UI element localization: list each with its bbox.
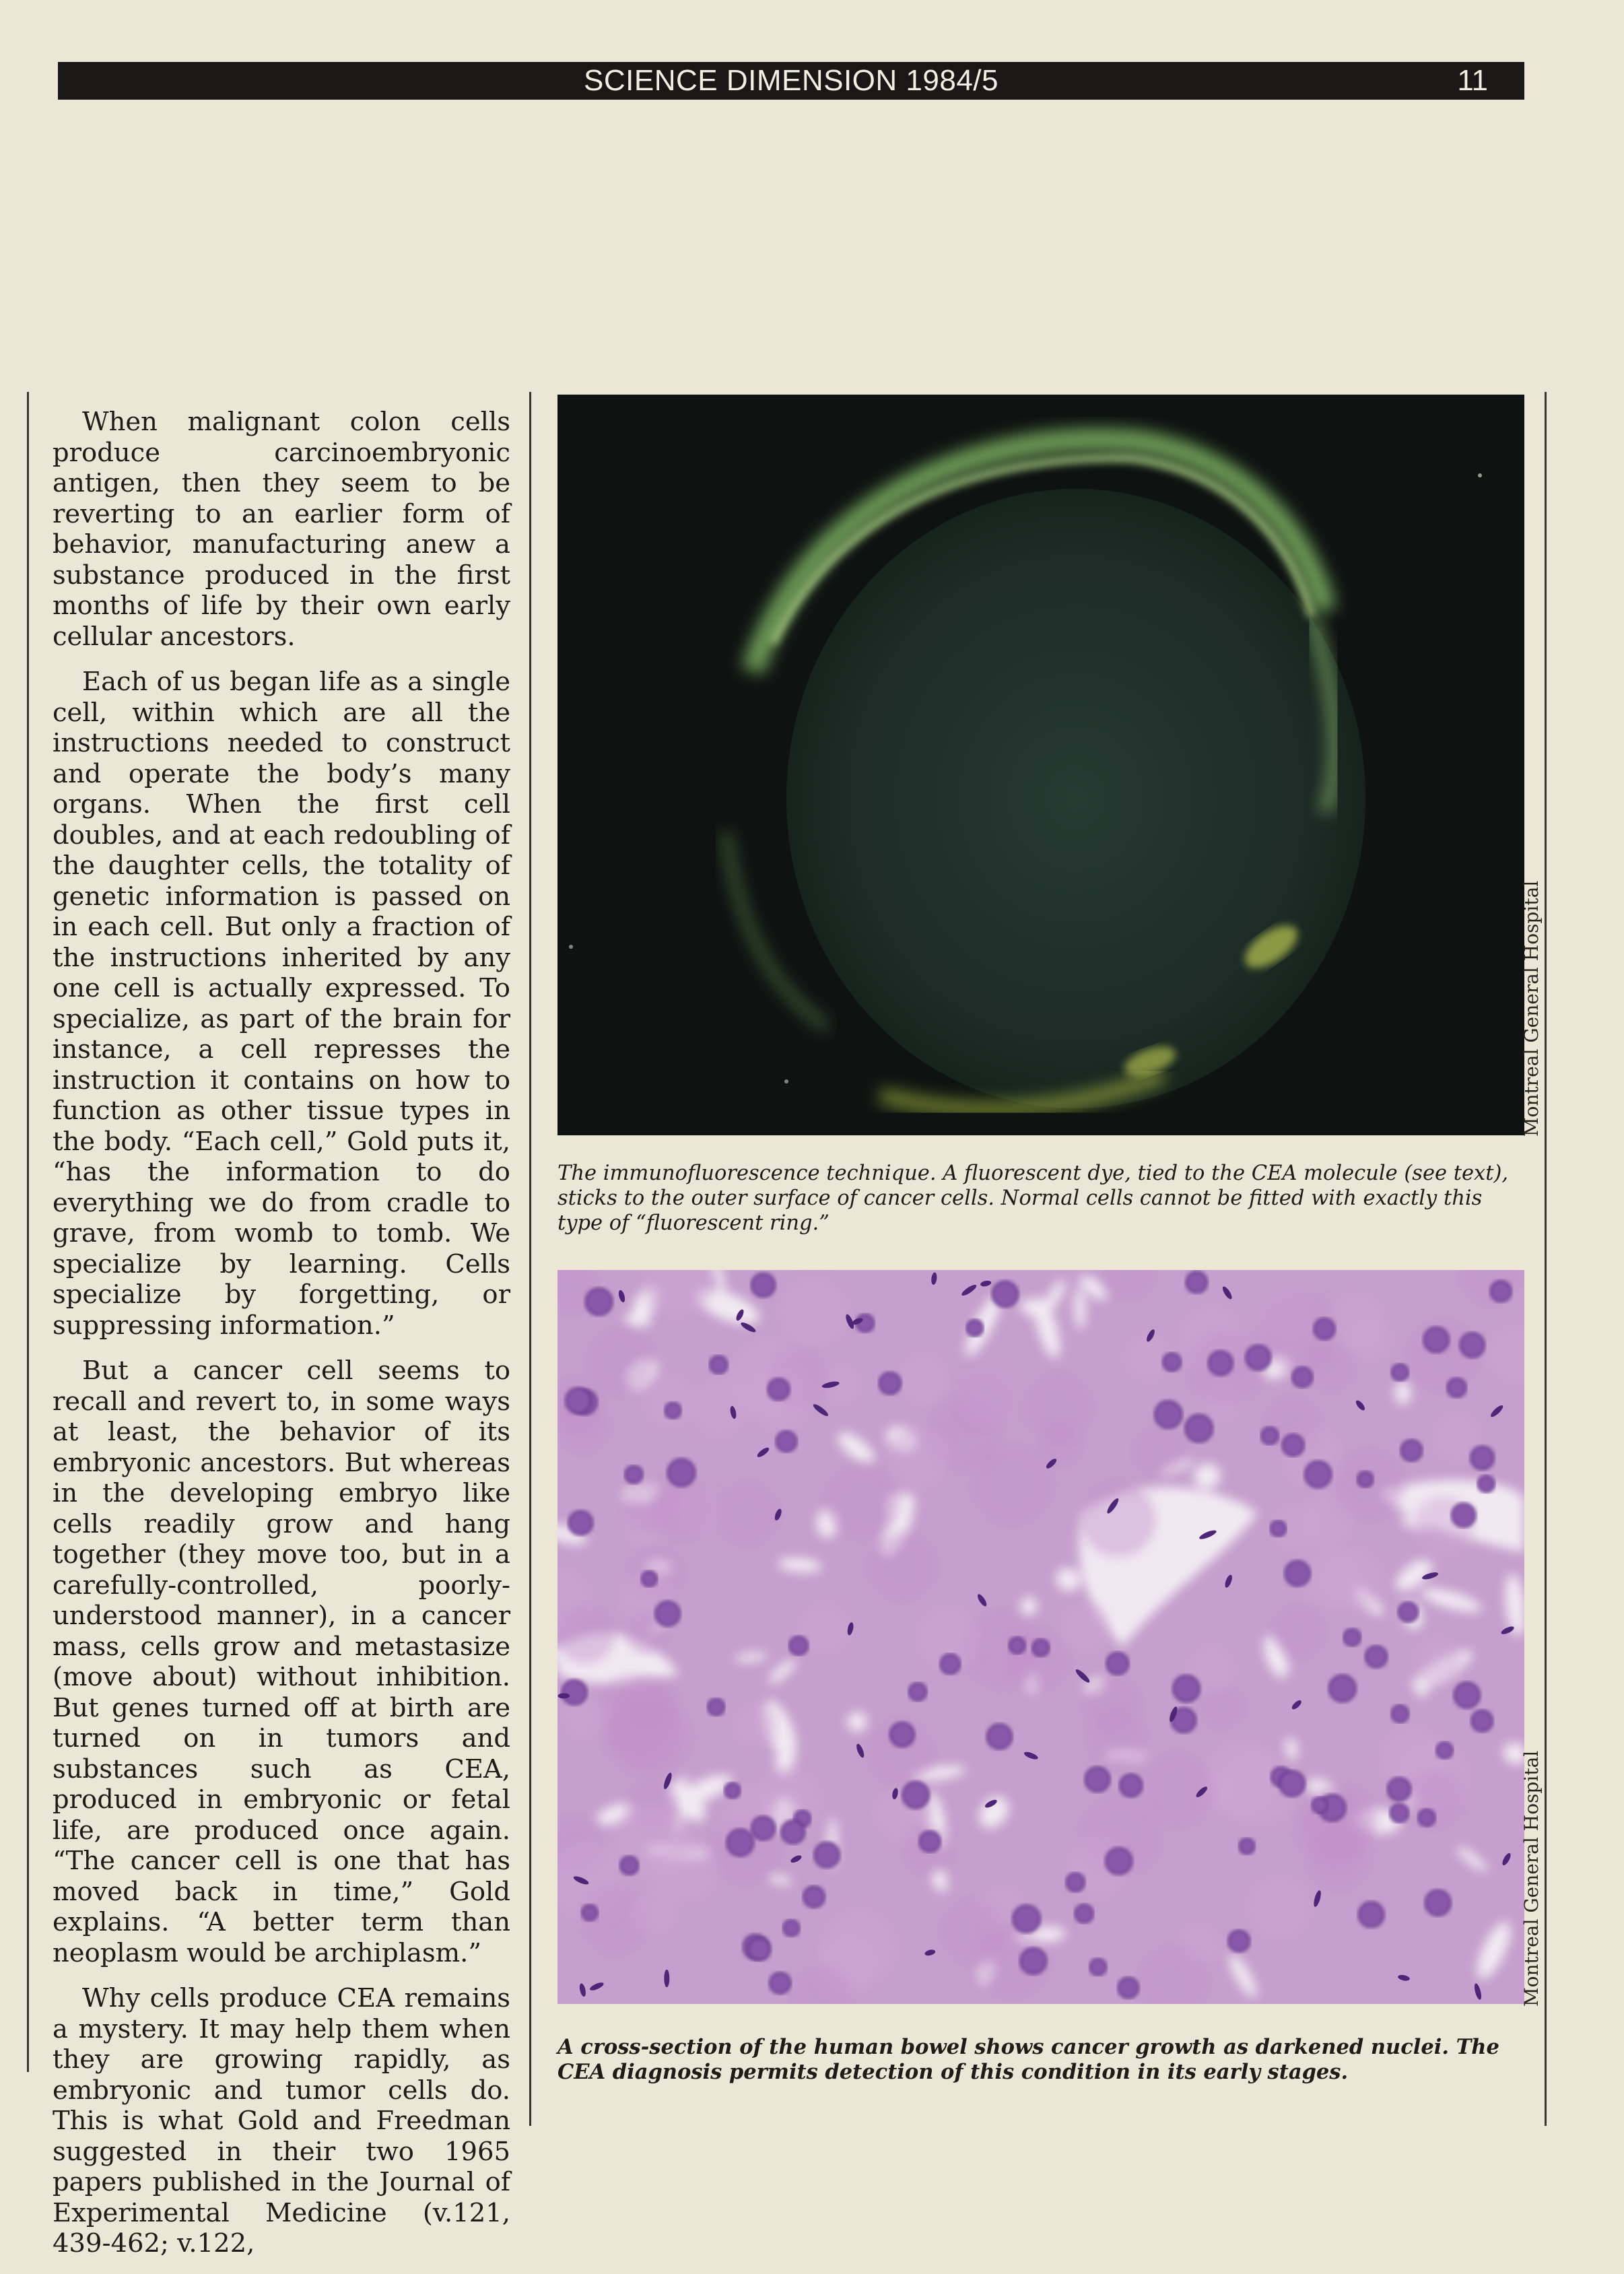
cell-nucleus: [708, 1699, 724, 1715]
cell-nucleus: [1120, 1774, 1142, 1797]
cell-nucleus: [1280, 1771, 1305, 1796]
cell-nucleus: [668, 1459, 695, 1486]
cell-nucleus: [1365, 1646, 1386, 1667]
cell-nucleus: [784, 1920, 799, 1936]
cell-nucleus: [625, 1466, 642, 1483]
cell-nucleus: [752, 1273, 775, 1296]
cell-nucleus: [1209, 1351, 1232, 1375]
article-paragraph: Each of us began life as a single cell, within which are all the instructions needed to construct and operate the body’s many organs. When the first cell doubles, and at each redoubling of the daughter cells, the totality of genetic information is passed on in each cell. But only a fraction of the instructions inherited by any one cell is actually expressed. To specialize, as part of the brain for instance, a cell represses the instruction it contains on how to function as other tissue types in the body. “Each cell,” Gold puts it, “has the information to do everything we do from cradle to grave, from womb to tomb. We specialize by learning. Cells specialize by forgetting, or suppressing information.”: [53, 667, 510, 1341]
cell-nucleus: [1033, 1640, 1049, 1656]
article-paragraph: But a cancer cell seems to recall and revert to, in some ways at least, the behavior of its embryonic ancestors. But whereas in the developing embryo like cells readily grow and hang together (they move too, but in a carefully-controlled, poorly-understood manner), in a cancer mass, cells grow and metastasize (move about) without inhibition. But genes turned off at birth are turned on in tumors and substances such as CEA, produced in embryonic or fetal life, are produced once again. “The cancer cell is one that has moved back in time,” Gold explains. “A better term than neoplasm would be archiplasm.”: [53, 1356, 510, 1968]
figure-caption: The immunofluorescence technique. A fluorescent dye, tied to the CEA molecule (see text), sticks to the outer surface of cancer cells. Normal cells cannot be fitted with exactly this type of “fluorescent ring.”: [557, 1162, 1509, 1235]
cell-nucleus: [1240, 1839, 1254, 1854]
cell-nucleus: [1344, 1629, 1360, 1645]
cell-nucleus: [1186, 1415, 1213, 1442]
cell-nucleus: [903, 1782, 928, 1807]
running-header: [58, 62, 1524, 100]
photo-credit: Montreal General Hospital: [1520, 1750, 1543, 2007]
cell-nucleus: [1314, 1318, 1334, 1339]
cell-nucleus: [1246, 1345, 1271, 1370]
cell-nucleus: [1155, 1401, 1182, 1428]
cell-nucleus: [1358, 1472, 1373, 1487]
cell-nucleus: [1163, 1353, 1181, 1371]
cell-nucleus: [1021, 1948, 1046, 1974]
cell-nucleus: [1329, 1675, 1355, 1702]
cell-nucleus: [770, 1973, 790, 1993]
cell-nucleus: [1448, 1378, 1466, 1397]
article-paragraph: Why cells produce CEA remains a mystery. It may help them when they are growing rapidly, as embryonic and tumor cells do. This is what Gold and Freedman suggested in their two 1965 papers published in the Journal of Experimental Medicine (v.121, 439-462; v.122,: [53, 1983, 510, 2259]
cell-nucleus: [782, 1821, 805, 1844]
cell-nucleus: [1090, 1959, 1106, 1975]
cell-nucleus: [804, 1887, 825, 1908]
cell-nucleus: [586, 1289, 612, 1315]
cell-nucleus: [642, 1572, 656, 1586]
cell-nucleus: [815, 1842, 840, 1867]
dark-nucleus: [664, 1970, 669, 1987]
cell-nucleus: [748, 1938, 770, 1960]
cell-nucleus: [562, 1680, 586, 1704]
cell-nucleus: [890, 1723, 914, 1746]
cell-nucleus: [987, 1725, 1011, 1749]
cell-nucleus: [1283, 1435, 1304, 1456]
cell-nucleus: [941, 1654, 960, 1674]
cell-nucleus: [1174, 1675, 1200, 1702]
cell-nucleus: [776, 1432, 797, 1452]
cell-nucleus: [1401, 1440, 1422, 1461]
left-column-rule: [27, 392, 29, 2072]
cell-nucleus: [790, 1637, 808, 1655]
fluorescent-cell-image: [557, 395, 1524, 1135]
cell-nucleus: [1452, 1504, 1476, 1527]
cell-body: [786, 489, 1365, 1108]
cell-nucleus: [1471, 1446, 1494, 1469]
cell-nucleus: [909, 1683, 926, 1700]
cell-nucleus: [1392, 1706, 1409, 1723]
cell-nucleus: [1118, 1978, 1139, 1998]
cell-nucleus: [656, 1602, 680, 1626]
cell-nucleus: [1437, 1743, 1452, 1758]
immunofluorescence-photo: [557, 395, 1524, 1135]
figure-caption: A cross-section of the human bowel shows cancer growth as darkened nuclei. The CEA diagnosis permits detection of this condition in its early stages.: [557, 2035, 1499, 2084]
cell-nucleus: [725, 1783, 740, 1798]
article-paragraph: When malignant colon cells produce carcinoembryonic antigen, then they seem to be reverting to an earlier form of behavior, manufacturing anew a substance produced in the first months of life by their own early cellular ancestors.: [53, 407, 510, 652]
cell-nucleus: [665, 1403, 681, 1418]
cell-nucleus: [1424, 1328, 1448, 1352]
page-number: 11: [1457, 64, 1488, 97]
cell-nucleus: [620, 1857, 638, 1874]
cell-nucleus: [1067, 1873, 1085, 1892]
cell-nucleus: [1312, 1797, 1328, 1813]
cell-nucleus: [566, 1389, 591, 1413]
article-column: [53, 407, 510, 2274]
cell-nucleus: [1388, 1778, 1410, 1800]
cell-nucleus: [727, 1830, 753, 1856]
cell-nucleus: [752, 1817, 775, 1840]
bowel-cross-section-image: [557, 1270, 1524, 2004]
cell-nucleus: [1186, 1272, 1207, 1293]
histology-photo: [557, 1270, 1524, 2004]
cell-nucleus: [768, 1379, 789, 1400]
cell-nucleus: [1075, 1905, 1093, 1922]
cell-nucleus: [1009, 1638, 1025, 1653]
cell-nucleus: [879, 1373, 900, 1394]
cell-nucleus: [1305, 1461, 1330, 1487]
column-divider-rule: [529, 392, 531, 2126]
cell-nucleus: [1454, 1683, 1479, 1708]
cell-nucleus: [1460, 1333, 1484, 1357]
cell-nucleus: [1425, 1890, 1450, 1915]
publication-title: SCIENCE DIMENSION 1984/5: [584, 64, 999, 97]
cell-nucleus: [1107, 1653, 1128, 1675]
cell-nucleus: [1262, 1428, 1279, 1444]
cell-nucleus: [1390, 1804, 1409, 1822]
cell-nucleus: [1478, 1476, 1494, 1492]
cell-nucleus: [569, 1511, 593, 1535]
cell-nucleus: [992, 1281, 1017, 1306]
cell-nucleus: [1229, 1931, 1250, 1951]
cell-nucleus: [1085, 1768, 1110, 1792]
cell-nucleus: [710, 1356, 727, 1373]
cell-nucleus: [967, 1320, 983, 1336]
cell-nucleus: [1491, 1281, 1511, 1302]
right-column-rule: [1545, 392, 1547, 2126]
cell-nucleus: [1013, 1906, 1040, 1933]
cell-nucleus: [1472, 1710, 1493, 1731]
cell-nucleus: [1419, 1809, 1435, 1826]
cell-nucleus: [920, 1832, 940, 1852]
cell-nucleus: [1359, 1902, 1384, 1927]
cell-nucleus: [1293, 1368, 1312, 1387]
cell-nucleus: [1392, 1364, 1408, 1380]
cell-nucleus: [1106, 1848, 1132, 1874]
photo-credit: Montreal General Hospital: [1520, 880, 1543, 1137]
cell-nucleus: [1271, 1521, 1285, 1536]
cell-nucleus: [1285, 1561, 1310, 1585]
cell-nucleus: [1398, 1603, 1418, 1622]
cell-nucleus: [582, 1905, 598, 1920]
